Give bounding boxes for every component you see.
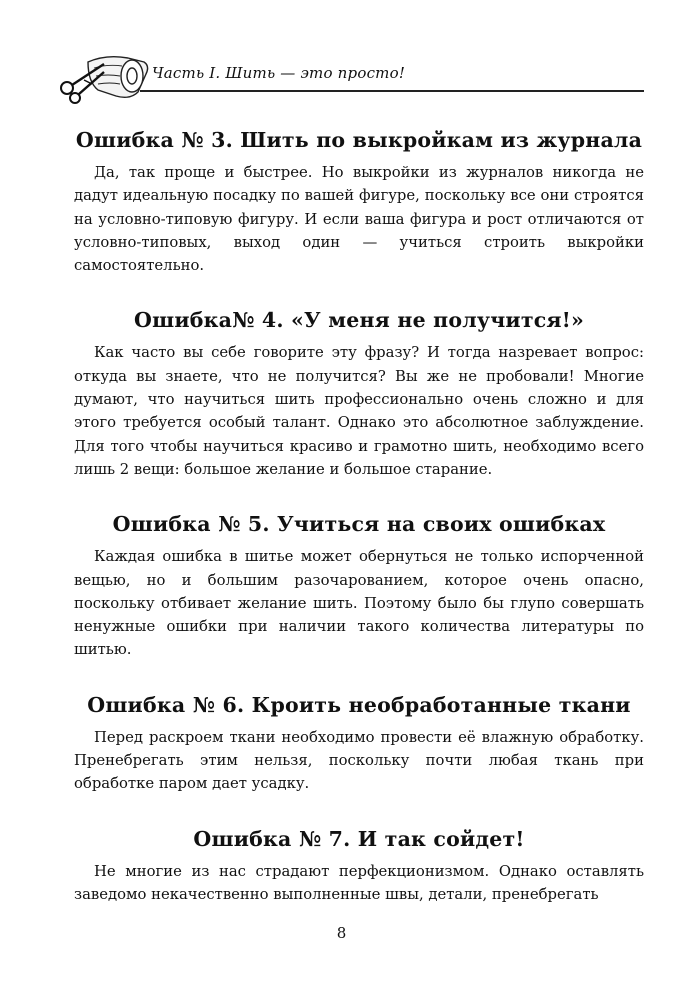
section-title: Ошибка № 5. Учиться на своих ошибках bbox=[112, 512, 606, 537]
section-title: Ошибка№ 4. «У меня не получится!» bbox=[134, 308, 584, 333]
section-paragraph: Перед раскроем ткани необходимо провести её влажную обработку. Пренебрегать этим нельзя, поскольку почти любая ткань при обработке паром дает усадку. bbox=[74, 728, 644, 793]
section-title: Ошибка № 3. Шить по выкройкам из журнала bbox=[75, 128, 643, 152]
section-paragraph: Каждая ошибка в шитье может обернуться не только испорченной вещью, но и большим разочарованием, которое очень опасно, поскольку отбивает желание шить. Поэтому было бы глупо совершать ненужные ошибки при наличии такого количества литературы по шитью. bbox=[74, 548, 644, 659]
page-header bbox=[44, 44, 644, 104]
scissors-fabric-logo bbox=[58, 52, 150, 104]
running-head: Часть I. Шить — это просто! bbox=[152, 64, 406, 82]
section-paragraph: Не многие из нас страдают перфекционизмом. Однако оставлять заведомо некачественно выполненные швы, детали, пренебрегать bbox=[74, 862, 644, 903]
section-mistake-7 bbox=[74, 827, 644, 907]
section-paragraph: Да, так проще и быстрее. Но выкройки из журналов никогда не дадут идеальную посадку по вашей фигуре, поскольку все они строятся на условно-типовую фигуру. И если ваша фигура и рост отличаются от условно-типовых, выход один — учиться строить выкройки самостоятельно. bbox=[74, 164, 644, 275]
page-number: 8 bbox=[336, 924, 347, 942]
section-mistake-5 bbox=[74, 512, 644, 661]
section-mistake-4 bbox=[74, 308, 644, 481]
section-title: Ошибка № 6. Кроить необработанные ткани bbox=[87, 692, 631, 717]
section-title: Ошибка № 7. И так сойдет! bbox=[193, 826, 525, 851]
section-mistake-6 bbox=[74, 693, 644, 796]
section-paragraph: Как часто вы себе говорите эту фразу? И тогда назревает вопрос: откуда вы знаете, что не получится? Вы же не пробовали! Многие думают, что научиться шить профессионально очень сложно и для этого требуется особый талант. Однако это абсолютное заблуждение. Для того чтобы научиться красиво и грамотно шить, необходимо всего лишь 2 вещи: большое желание и большое старание. bbox=[74, 344, 644, 478]
section-mistake-3 bbox=[74, 128, 644, 277]
page-content bbox=[74, 128, 644, 937]
header-rule bbox=[140, 90, 644, 92]
